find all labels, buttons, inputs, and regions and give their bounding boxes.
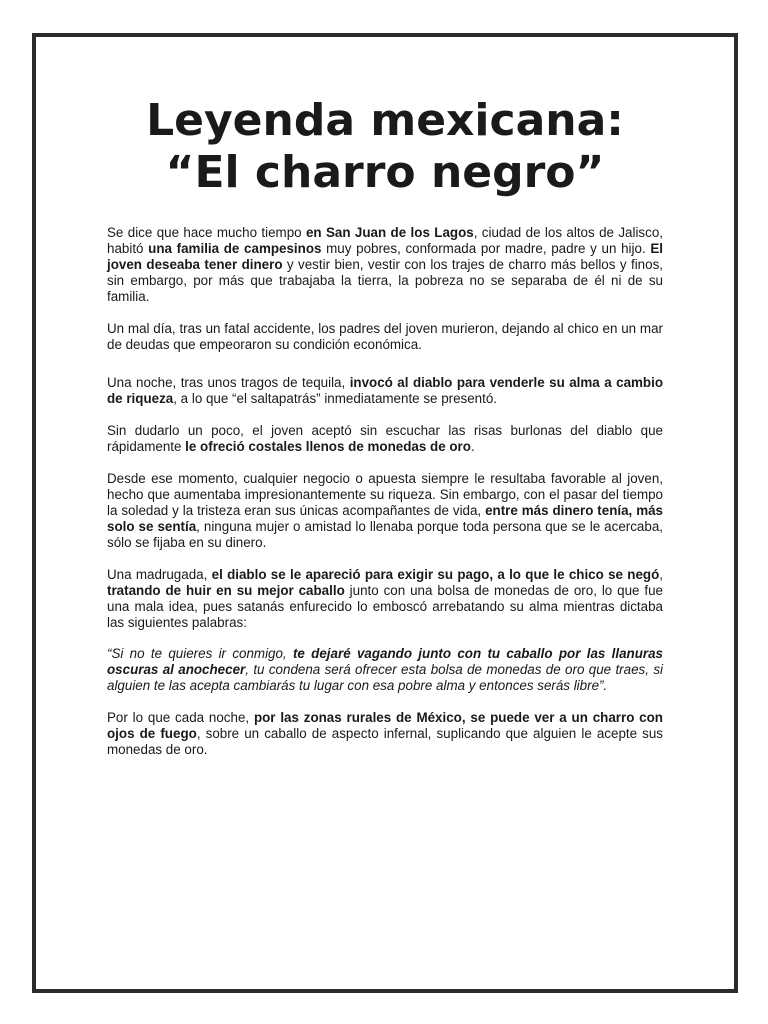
paragraph-text: , tu condena será ofrecer esta bolsa de monedas de oro que traes, si alguien te las acepta cambiarás tu lugar con esa pobre alma y entonces serás libre”. <box>107 662 663 693</box>
paragraph-text: muy pobres, conformada por madre, padre y un hijo. <box>321 241 651 256</box>
paragraph-text: junto con una bolsa de monedas de oro, lo que fue una mala idea, pues satanás enfurecido lo emboscó arrebatando su alma mientras dictaba las siguientes palabras: <box>107 583 663 630</box>
paragraph-text: Una noche, tras unos tragos de tequila, <box>107 375 350 390</box>
paragraph-text: , ninguna mujer o amistad lo llenaba porque toda persona que se le acercaba, sólo se fijaba en su dinero. <box>107 519 663 550</box>
title-line-2: “El charro negro” <box>165 147 605 198</box>
paragraph-text: y vestir bien, vestir con los trajes de charro más bellos y finos, sin embargo, por más que trabajaba la tierra, la pobreza no se separaba de él ni de su familia. <box>107 257 663 304</box>
paragraph-1 <box>107 225 663 305</box>
title-line-1: Leyenda mexicana: <box>146 95 624 146</box>
paragraph-5 <box>107 471 663 551</box>
paragraph-bold-text: el diablo se le apareció para exigir su pago, a lo que le chico se negó <box>211 567 660 582</box>
paragraph-bold-text: tratando de huir en su mejor caballo <box>107 583 345 598</box>
paragraph-text: , <box>659 567 663 582</box>
paragraph-8 <box>107 710 663 758</box>
paragraph-bold-text: en San Juan de los Lagos <box>305 225 474 240</box>
paragraph-bold-text: El joven deseaba tener dinero <box>107 241 663 272</box>
paragraph-bold-text: una familia de campesinos <box>148 241 322 256</box>
paragraph-text: Sin dudarlo un poco, el joven aceptó sin escuchar las risas burlonas del diablo que rápidamente <box>107 423 663 454</box>
paragraph-text: Un mal día, tras un fatal accidente, los padres del joven murieron, dejando al chico en un mar de deudas que empeoraron su condición económica. <box>107 321 663 352</box>
document-page <box>32 33 738 993</box>
paragraph-bold-text: invocó al diablo para venderle su alma a cambio de riqueza <box>107 375 663 406</box>
paragraph-text: “Si no te quieres ir conmigo, <box>107 646 293 661</box>
paragraph-3 <box>107 375 663 407</box>
document-body <box>107 225 663 758</box>
paragraph-text: Por lo que cada noche, <box>107 710 254 725</box>
paragraph-bold-text: por las zonas rurales de México, se puede ver a un charro con ojos de fuego <box>107 710 663 741</box>
paragraph-bold-text: entre más dinero tenía, más solo se sentía <box>107 503 663 534</box>
paragraph-text: Una madrugada, <box>107 567 212 582</box>
paragraph-text: Se dice que hace mucho tiempo <box>107 225 306 240</box>
paragraph-text: . <box>470 439 475 454</box>
paragraph-text: Desde ese momento, cualquier negocio o apuesta siempre le resultaba favorable al joven, hecho que aumentaba impresionantemente su riqueza. Sin embargo, con el pasar del tiempo la soledad y la tristeza eran sus únicas acompañantes de vida, <box>107 471 663 518</box>
paragraph-text: , sobre un caballo de aspecto infernal, suplicando que alguien le acepte sus monedas de oro. <box>107 726 664 757</box>
paragraph-text: , ciudad de los altos de Jalisco, habitó <box>107 225 663 256</box>
paragraph-bold-text: te dejaré vagando junto con tu caballo por las llanuras oscuras al anochecer <box>107 646 664 677</box>
paragraph-2 <box>107 321 663 353</box>
paragraph-text: , a lo que “el saltapatrás” inmediatamente se presentó. <box>173 391 498 406</box>
paragraph-bold-text: le ofreció costales llenos de monedas de oro <box>185 439 471 454</box>
paragraph-6 <box>107 567 663 631</box>
document-title <box>36 95 734 199</box>
paragraph-4 <box>107 423 663 455</box>
paragraph-7-quote <box>107 646 663 694</box>
